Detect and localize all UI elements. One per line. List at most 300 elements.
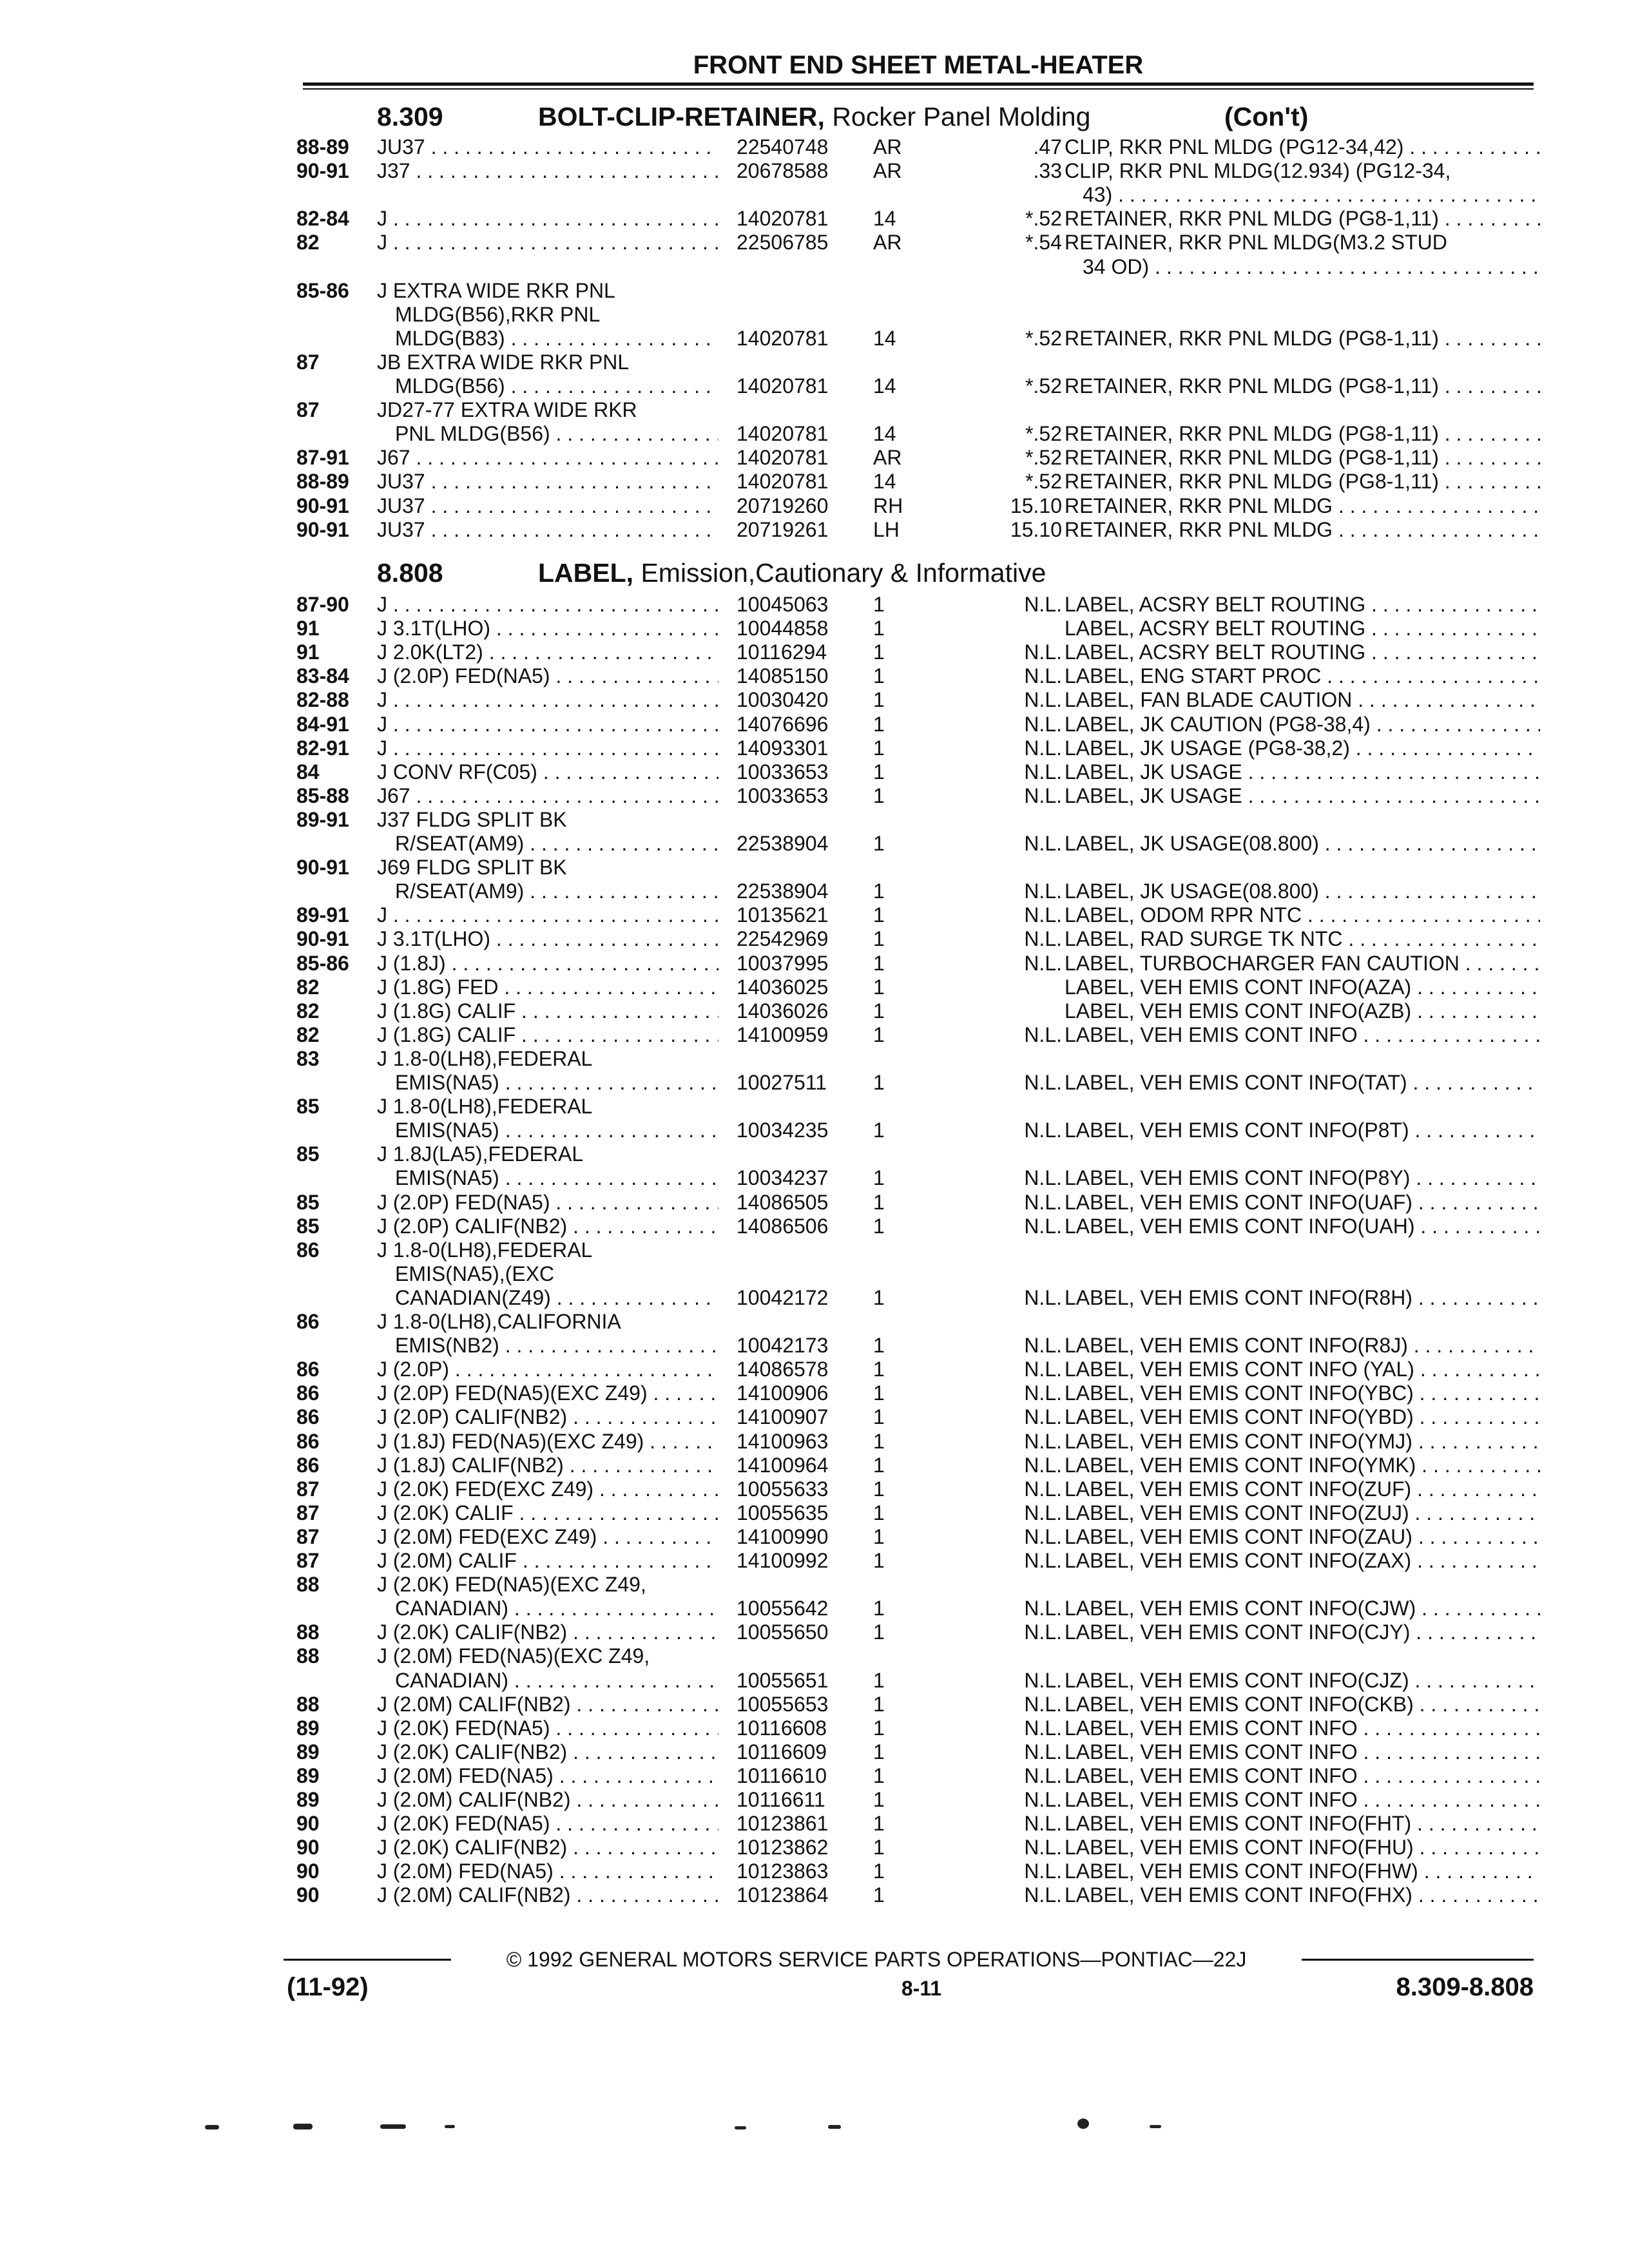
part-row-continuation	[296, 1262, 1540, 1286]
model-application: J37 FLDG SPLIT BK	[377, 807, 567, 831]
price: N.L.	[1024, 736, 1062, 760]
model-application: J 1.8J(LA5),FEDERAL	[377, 1142, 584, 1166]
model-application: J (2.0K) CALIF(NB2) . . .	[377, 1740, 718, 1764]
model-years: 83	[296, 1046, 320, 1070]
quantity: 1	[873, 1597, 885, 1620]
quantity: 1	[873, 1334, 885, 1358]
part-row	[296, 351, 1540, 374]
quantity: 1	[873, 688, 885, 712]
part-description: LABEL, VEH EMIS CONT INFO(R8H) . . .	[1065, 1286, 1540, 1310]
price: N.L.	[1024, 1549, 1062, 1572]
model-application: J (1.8G) CALIF . . .	[377, 1023, 718, 1047]
model-application: J (2.0M) FED(EXC Z49) . . .	[377, 1525, 718, 1549]
model-application: J 1.8-0(LH8),CALIFORNIA	[377, 1310, 621, 1333]
part-row	[296, 1501, 1540, 1525]
price: N.L.	[1024, 1668, 1062, 1692]
model-application: J (1.8J) FED(NA5)(EXC Z49) . . .	[377, 1430, 718, 1454]
part-description: LABEL, JK USAGE (PG8-38,2) . . .	[1065, 736, 1540, 760]
part-description: LABEL, VEH EMIS CONT INFO(P8T) . . .	[1065, 1119, 1540, 1142]
model-application: J (2.0K) FED(NA5) . . .	[377, 1716, 718, 1740]
quantity: 1	[873, 1668, 885, 1692]
part-row	[296, 736, 1540, 760]
part-description: RETAINER, RKR PNL MLDG . . .	[1065, 494, 1540, 518]
part-description: RETAINER, RKR PNL MLDG(M3.2 STUD	[1065, 231, 1447, 255]
model-years: 88	[296, 1644, 320, 1668]
quantity: 1	[873, 1214, 885, 1238]
model-years: 89-91	[296, 807, 349, 831]
part-description: LABEL, ODOM RPR NTC . . .	[1065, 903, 1540, 927]
model-application-continued: R/SEAT(AM9) . . .	[395, 832, 718, 856]
part-number: 14020781	[737, 470, 829, 494]
model-years: 88	[296, 1620, 320, 1644]
model-years: 85-86	[296, 278, 349, 302]
part-number: 10055635	[737, 1501, 829, 1524]
part-row	[296, 1549, 1540, 1573]
model-application-continued: R/SEAT(AM9) . . .	[395, 879, 718, 903]
model-years: 90-91	[296, 517, 349, 541]
price: N.L.	[1024, 1190, 1062, 1214]
section-title-main: BOLT-CLIP-RETAINER,	[538, 102, 825, 131]
part-row-continuation	[296, 303, 1540, 327]
model-years: 89-91	[296, 903, 349, 927]
model-application: J69 FLDG SPLIT BK	[377, 856, 567, 879]
part-number: 14020781	[737, 374, 829, 398]
part-row	[296, 159, 1540, 183]
part-description: LABEL, VEH EMIS CONT INFO(FHW) . . .	[1065, 1860, 1540, 1883]
model-application: J . . .	[377, 713, 718, 736]
price: *.52	[1025, 422, 1062, 446]
quantity: 1	[873, 999, 885, 1023]
quantity: 1	[873, 1788, 885, 1811]
model-years: 88-89	[296, 135, 349, 159]
quantity: 1	[873, 760, 885, 783]
model-application: JB EXTRA WIDE RKR PNL	[377, 350, 630, 374]
part-number: 10034237	[737, 1166, 829, 1190]
model-application: J (2.0K) CALIF(NB2) . . .	[377, 1620, 718, 1644]
part-row	[296, 952, 1540, 975]
quantity: 1	[873, 1716, 885, 1740]
part-description: LABEL, ACSRY BELT ROUTING . . .	[1065, 640, 1540, 664]
part-number: 14020781	[737, 446, 829, 470]
part-number: 10123862	[737, 1836, 829, 1860]
model-application: J (2.0M) CALIF(NB2) . . .	[377, 1883, 718, 1907]
model-application: J (2.0P) FED(NA5)(EXC Z49) . . .	[377, 1381, 718, 1405]
price: N.L.	[1024, 664, 1062, 688]
scan-artifact	[828, 2125, 841, 2129]
price: .47	[1033, 135, 1062, 159]
quantity: 1	[873, 1692, 885, 1716]
part-row	[296, 1716, 1540, 1740]
quantity: 1	[873, 640, 885, 664]
part-row	[296, 1381, 1540, 1405]
part-row	[296, 1525, 1540, 1549]
model-application: J . . .	[377, 903, 718, 927]
model-application: J EXTRA WIDE RKR PNL	[377, 278, 615, 302]
part-number: 14086578	[737, 1358, 829, 1381]
model-application-continued: EMIS(NA5) . . .	[395, 1071, 718, 1095]
price: N.L.	[1024, 1358, 1062, 1381]
model-application-continued: EMIS(NA5) . . .	[395, 1119, 718, 1142]
part-number: 10116609	[737, 1740, 827, 1763]
part-row	[296, 1095, 1540, 1119]
price: N.L.	[1024, 1071, 1062, 1094]
part-description: LABEL, JK USAGE(08.800) . . .	[1065, 832, 1540, 856]
part-description: LABEL, VEH EMIS CONT INFO(FHT) . . .	[1065, 1812, 1540, 1836]
part-row	[296, 617, 1540, 640]
price: *.52	[1025, 374, 1062, 398]
model-years: 90	[296, 1860, 320, 1883]
part-row	[296, 1454, 1540, 1477]
model-years: 90-91	[296, 856, 349, 879]
model-years: 86	[296, 1429, 320, 1453]
model-application-continued: EMIS(NA5) . . .	[395, 1166, 718, 1190]
price: N.L.	[1024, 1860, 1062, 1883]
model-application: J (2.0M) CALIF(NB2) . . .	[377, 1693, 718, 1716]
model-application-continued: EMIS(NB2) . . .	[395, 1334, 718, 1358]
part-number: 22542969	[737, 927, 829, 951]
part-number: 10033653	[737, 760, 829, 783]
scan-artifact	[735, 2126, 746, 2129]
price: N.L.	[1024, 1405, 1062, 1429]
quantity: 1	[873, 1524, 885, 1548]
part-description: RETAINER, RKR PNL MLDG (PG8-1,11) . . .	[1065, 374, 1540, 398]
quantity: 1	[873, 975, 885, 999]
part-number: 14100964	[737, 1453, 829, 1477]
model-application-continued: CANADIAN(Z49) . . .	[395, 1286, 718, 1310]
model-application: J 1.8-0(LH8),FEDERAL	[377, 1238, 593, 1262]
price: N.L.	[1024, 1023, 1062, 1046]
page-title: FRONT END SHEET METAL-HEATER	[693, 51, 1144, 79]
model-years: 90	[296, 1883, 320, 1907]
part-row	[296, 207, 1540, 231]
quantity: AR	[873, 135, 902, 159]
part-row-continuation	[296, 1669, 1540, 1693]
part-description: LABEL, FAN BLADE CAUTION . . .	[1065, 688, 1540, 712]
model-years: 85	[296, 1142, 320, 1166]
part-number: 20719260	[737, 494, 829, 517]
price: N.L.	[1024, 951, 1062, 975]
model-application: J (2.0P) . . .	[377, 1358, 718, 1381]
part-number: 20678588	[737, 159, 829, 183]
part-description: LABEL, VEH EMIS CONT INFO(UAH) . . .	[1065, 1215, 1540, 1238]
model-years: 88	[296, 1692, 320, 1716]
model-application-continued: MLDG(B83) . . .	[395, 327, 718, 351]
model-application: J (2.0M) CALIF(NB2) . . .	[377, 1788, 718, 1812]
header-rule-thin	[303, 88, 1534, 90]
section-subtitle: Rocker Panel Molding	[832, 102, 1091, 131]
part-number: 14100992	[737, 1549, 829, 1572]
part-description: LABEL, JK USAGE . . .	[1065, 760, 1540, 784]
part-number: 10123863	[737, 1860, 829, 1883]
price: N.L.	[1024, 1692, 1062, 1716]
price: N.L.	[1024, 1453, 1062, 1477]
part-description: CLIP, RKR PNL MLDG (PG12-34,42) . . .	[1065, 135, 1540, 159]
model-application: J (2.0P) CALIF(NB2) . . .	[377, 1215, 718, 1238]
part-row	[296, 279, 1540, 303]
part-description: LABEL, JK CAUTION (PG8-38,4) . . .	[1065, 713, 1540, 736]
header-rule	[303, 82, 1534, 86]
quantity: 1	[873, 1071, 885, 1094]
part-description-continued: 43) . . .	[1083, 183, 1540, 207]
price: *.52	[1025, 446, 1062, 470]
price: *.52	[1025, 326, 1062, 350]
footer-date: (11-92)	[287, 1973, 369, 2001]
price: N.L.	[1024, 1119, 1062, 1142]
part-number: 10116294	[737, 640, 827, 664]
section-title-main: LABEL,	[538, 558, 634, 588]
part-row-continuation	[296, 255, 1540, 279]
part-row	[296, 1693, 1540, 1716]
price: N.L.	[1024, 1334, 1062, 1358]
model-application: J (2.0P) FED(NA5) . . .	[377, 664, 718, 688]
quantity: LH	[873, 517, 900, 541]
part-description: LABEL, VEH EMIS CONT INFO . . .	[1065, 1023, 1540, 1047]
quantity: 14	[873, 326, 896, 350]
part-row	[296, 688, 1540, 712]
quantity: 1	[873, 1119, 885, 1142]
part-number: 10030420	[737, 688, 829, 712]
model-application: JU37 . . .	[377, 135, 718, 159]
part-number: 10116608	[737, 1716, 827, 1740]
quantity: 14	[873, 207, 896, 231]
part-description: LABEL, ACSRY BELT ROUTING . . .	[1065, 617, 1540, 640]
quantity: 1	[873, 1740, 885, 1763]
part-description: LABEL, VEH EMIS CONT INFO . . .	[1065, 1788, 1540, 1812]
quantity: 1	[873, 617, 885, 640]
model-application: J (2.0K) CALIF(NB2) . . .	[377, 1836, 718, 1860]
part-description: CLIP, RKR PNL MLDG(12.934) (PG12-34,	[1065, 159, 1451, 183]
part-description-continued: 34 OD) . . .	[1083, 255, 1540, 279]
part-row-continuation	[296, 422, 1540, 446]
model-application: J 3.1T(LHO) . . .	[377, 617, 718, 640]
price: N.L.	[1024, 1501, 1062, 1524]
price: *.52	[1025, 470, 1062, 494]
model-application: JU37 . . .	[377, 518, 718, 542]
model-application: JD27-77 EXTRA WIDE RKR	[377, 398, 637, 422]
model-application: J 1.8-0(LH8),FEDERAL	[377, 1095, 593, 1119]
quantity: 1	[873, 1285, 885, 1309]
price: N.L.	[1024, 1716, 1062, 1740]
model-application: J 1.8-0(LH8),FEDERAL	[377, 1046, 593, 1070]
section-title	[538, 554, 1046, 591]
part-description: LABEL, VEH EMIS CONT INFO(R8J) . . .	[1065, 1334, 1540, 1358]
quantity: 1	[873, 783, 885, 807]
part-number: 22506785	[737, 231, 829, 255]
part-number: 14020781	[737, 326, 829, 350]
part-number: 14085150	[737, 664, 829, 688]
part-number: 14100963	[737, 1429, 829, 1453]
part-row	[296, 1310, 1540, 1334]
part-number: 14020781	[737, 422, 829, 446]
model-application: J (1.8J) . . .	[377, 952, 718, 975]
scan-artifact	[293, 2124, 313, 2129]
price: N.L.	[1024, 1883, 1062, 1907]
part-number: 10135621	[737, 903, 829, 927]
quantity: 1	[873, 1023, 885, 1046]
part-number: 22538904	[737, 879, 829, 903]
part-description: RETAINER, RKR PNL MLDG (PG8-1,11) . . .	[1065, 422, 1540, 446]
model-application: J67 . . .	[377, 446, 718, 470]
price: N.L.	[1024, 903, 1062, 927]
part-row	[296, 231, 1540, 255]
price: N.L.	[1024, 1740, 1062, 1763]
model-years: 86	[296, 1453, 320, 1477]
continued-label: (Con't)	[1224, 102, 1309, 131]
model-years: 82-84	[296, 207, 349, 231]
part-description: LABEL, VEH EMIS CONT INFO(ZUF) . . .	[1065, 1477, 1540, 1501]
part-number: 10123864	[737, 1883, 829, 1907]
part-description: LABEL, VEH EMIS CONT INFO(YMK) . . .	[1065, 1454, 1540, 1477]
part-description: LABEL, VEH EMIS CONT INFO(ZAU) . . .	[1065, 1525, 1540, 1549]
model-years: 86	[296, 1358, 320, 1381]
part-number: 10123861	[737, 1812, 829, 1836]
part-number: 14086505	[737, 1190, 829, 1214]
part-number: 14093301	[737, 736, 829, 760]
part-description: LABEL, TURBOCHARGER FAN CAUTION . . .	[1065, 952, 1540, 975]
part-description: LABEL, VEH EMIS CONT INFO(UAF) . . .	[1065, 1191, 1540, 1215]
model-years: 86	[296, 1405, 320, 1429]
part-number: 10055633	[737, 1477, 829, 1501]
model-years: 90-91	[296, 159, 349, 183]
part-number: 14100906	[737, 1381, 829, 1405]
price: N.L.	[1024, 783, 1062, 807]
part-number: 10034235	[737, 1119, 829, 1142]
model-application: J . . .	[377, 688, 718, 712]
model-years: 82	[296, 231, 320, 255]
model-years: 85	[296, 1190, 320, 1214]
model-application: J 3.1T(LHO) . . .	[377, 927, 718, 951]
part-row	[296, 1023, 1540, 1047]
part-number: 22538904	[737, 832, 829, 855]
part-number: 14100990	[737, 1524, 829, 1548]
model-application: J CONV RF(C05) . . .	[377, 760, 718, 784]
model-application: J . . .	[377, 593, 718, 617]
model-years: 89	[296, 1716, 320, 1740]
price: N.L.	[1024, 712, 1062, 736]
quantity: 1	[873, 1405, 885, 1429]
scan-artifact	[445, 2125, 455, 2128]
model-years: 90-91	[296, 494, 349, 517]
model-application: J . . .	[377, 736, 718, 760]
price: N.L.	[1024, 688, 1062, 712]
model-years: 84-91	[296, 712, 349, 736]
part-row	[296, 856, 1540, 879]
scan-artifact	[1077, 2119, 1089, 2129]
part-row	[296, 1358, 1540, 1381]
part-description: LABEL, VEH EMIS CONT INFO(FHU) . . .	[1065, 1836, 1540, 1860]
model-application: J (2.0M) FED(NA5) . . .	[377, 1860, 718, 1883]
quantity: 1	[873, 879, 885, 903]
model-application: JU37 . . .	[377, 494, 718, 518]
part-number: 20719261	[737, 517, 829, 541]
model-years: 85	[296, 1214, 320, 1238]
part-row-continuation	[296, 1597, 1540, 1620]
model-years: 82-91	[296, 736, 349, 760]
part-row	[296, 494, 1540, 518]
model-years: 87	[296, 1501, 320, 1524]
part-row-continuation	[296, 879, 1540, 903]
part-description: RETAINER, RKR PNL MLDG (PG8-1,11) . . .	[1065, 207, 1540, 231]
part-description: LABEL, VEH EMIS CONT INFO(FHX) . . .	[1065, 1883, 1540, 1907]
part-description: LABEL, VEH EMIS CONT INFO(ZAX) . . .	[1065, 1549, 1540, 1573]
model-application: JU37 . . .	[377, 470, 718, 494]
price: N.L.	[1024, 1788, 1062, 1811]
model-years: 88-89	[296, 470, 349, 494]
part-row-continuation	[296, 1166, 1540, 1190]
part-row-continuation	[296, 832, 1540, 856]
part-description: LABEL, VEH EMIS CONT INFO(CJW) . . .	[1065, 1597, 1540, 1620]
part-description: LABEL, VEH EMIS CONT INFO(TAT) . . .	[1065, 1071, 1540, 1095]
part-row	[296, 1047, 1540, 1071]
quantity: 1	[873, 1620, 885, 1644]
part-row-continuation	[296, 374, 1540, 398]
part-description: LABEL, ACSRY BELT ROUTING . . .	[1065, 593, 1540, 617]
part-description: LABEL, VEH EMIS CONT INFO . . .	[1065, 1740, 1540, 1764]
model-years: 87-90	[296, 593, 349, 616]
part-description: LABEL, JK USAGE . . .	[1065, 784, 1540, 808]
part-row-continuation	[296, 183, 1540, 207]
model-application: J (2.0K) FED(EXC Z49) . . .	[377, 1477, 718, 1501]
model-application: J (2.0M) FED(NA5)(EXC Z49,	[377, 1644, 650, 1668]
part-number: 10033653	[737, 783, 829, 807]
part-description: RETAINER, RKR PNL MLDG . . .	[1065, 518, 1540, 542]
part-row	[296, 1620, 1540, 1644]
model-years: 86	[296, 1381, 320, 1405]
model-years: 82	[296, 975, 320, 999]
model-application: J (2.0P) FED(NA5) . . .	[377, 1191, 718, 1215]
part-row	[296, 1883, 1540, 1907]
model-application-continued: MLDG(B56) . . .	[395, 374, 718, 398]
quantity: AR	[873, 159, 902, 183]
quantity: 1	[873, 593, 885, 616]
model-years: 82	[296, 1023, 320, 1046]
part-description: LABEL, VEH EMIS CONT INFO(CJZ) . . .	[1065, 1669, 1540, 1693]
page-number: 8-11	[901, 1977, 942, 2000]
part-number: 10055651	[737, 1668, 829, 1692]
price: N.L.	[1024, 640, 1062, 664]
part-number: 14076696	[737, 712, 829, 736]
part-number: 10055642	[737, 1597, 829, 1620]
part-description: LABEL, VEH EMIS CONT INFO(YBC) . . .	[1065, 1381, 1540, 1405]
part-row	[296, 1836, 1540, 1860]
model-application: J (2.0M) CALIF . . .	[377, 1549, 718, 1573]
model-application: J (2.0M) FED(NA5) . . .	[377, 1764, 718, 1788]
part-row-continuation	[296, 1119, 1540, 1142]
section-subtitle: Emission,Cautionary & Informative	[641, 558, 1046, 588]
part-number: 14036026	[737, 999, 829, 1023]
model-application: J (1.8G) CALIF . . .	[377, 999, 718, 1023]
part-number: 22540748	[737, 135, 829, 159]
model-application-continued: PNL MLDG(B56) . . .	[395, 422, 718, 446]
part-number: 14036025	[737, 975, 829, 999]
part-number: 10045063	[737, 593, 829, 616]
model-years: 86	[296, 1238, 320, 1262]
quantity: 1	[873, 903, 885, 927]
part-number: 14020781	[737, 207, 829, 231]
part-row	[296, 1430, 1540, 1454]
part-number: 14100907	[737, 1405, 829, 1429]
quantity: 1	[873, 664, 885, 688]
copyright-notice: © 1992 GENERAL MOTORS SERVICE PARTS OPERATIONS—PONTIAC—22J	[451, 1943, 1302, 1975]
section-range: 8.309-8.808	[1396, 1973, 1534, 2001]
model-years: 90	[296, 1836, 320, 1860]
price: N.L.	[1024, 1214, 1062, 1238]
part-row	[296, 999, 1540, 1023]
part-row	[296, 1573, 1540, 1597]
part-description: LABEL, VEH EMIS CONT INFO(AZB) . . .	[1065, 999, 1540, 1023]
model-application-continued: EMIS(NA5),(EXC	[395, 1262, 555, 1285]
model-application: J (1.8J) CALIF(NB2) . . .	[377, 1454, 718, 1477]
